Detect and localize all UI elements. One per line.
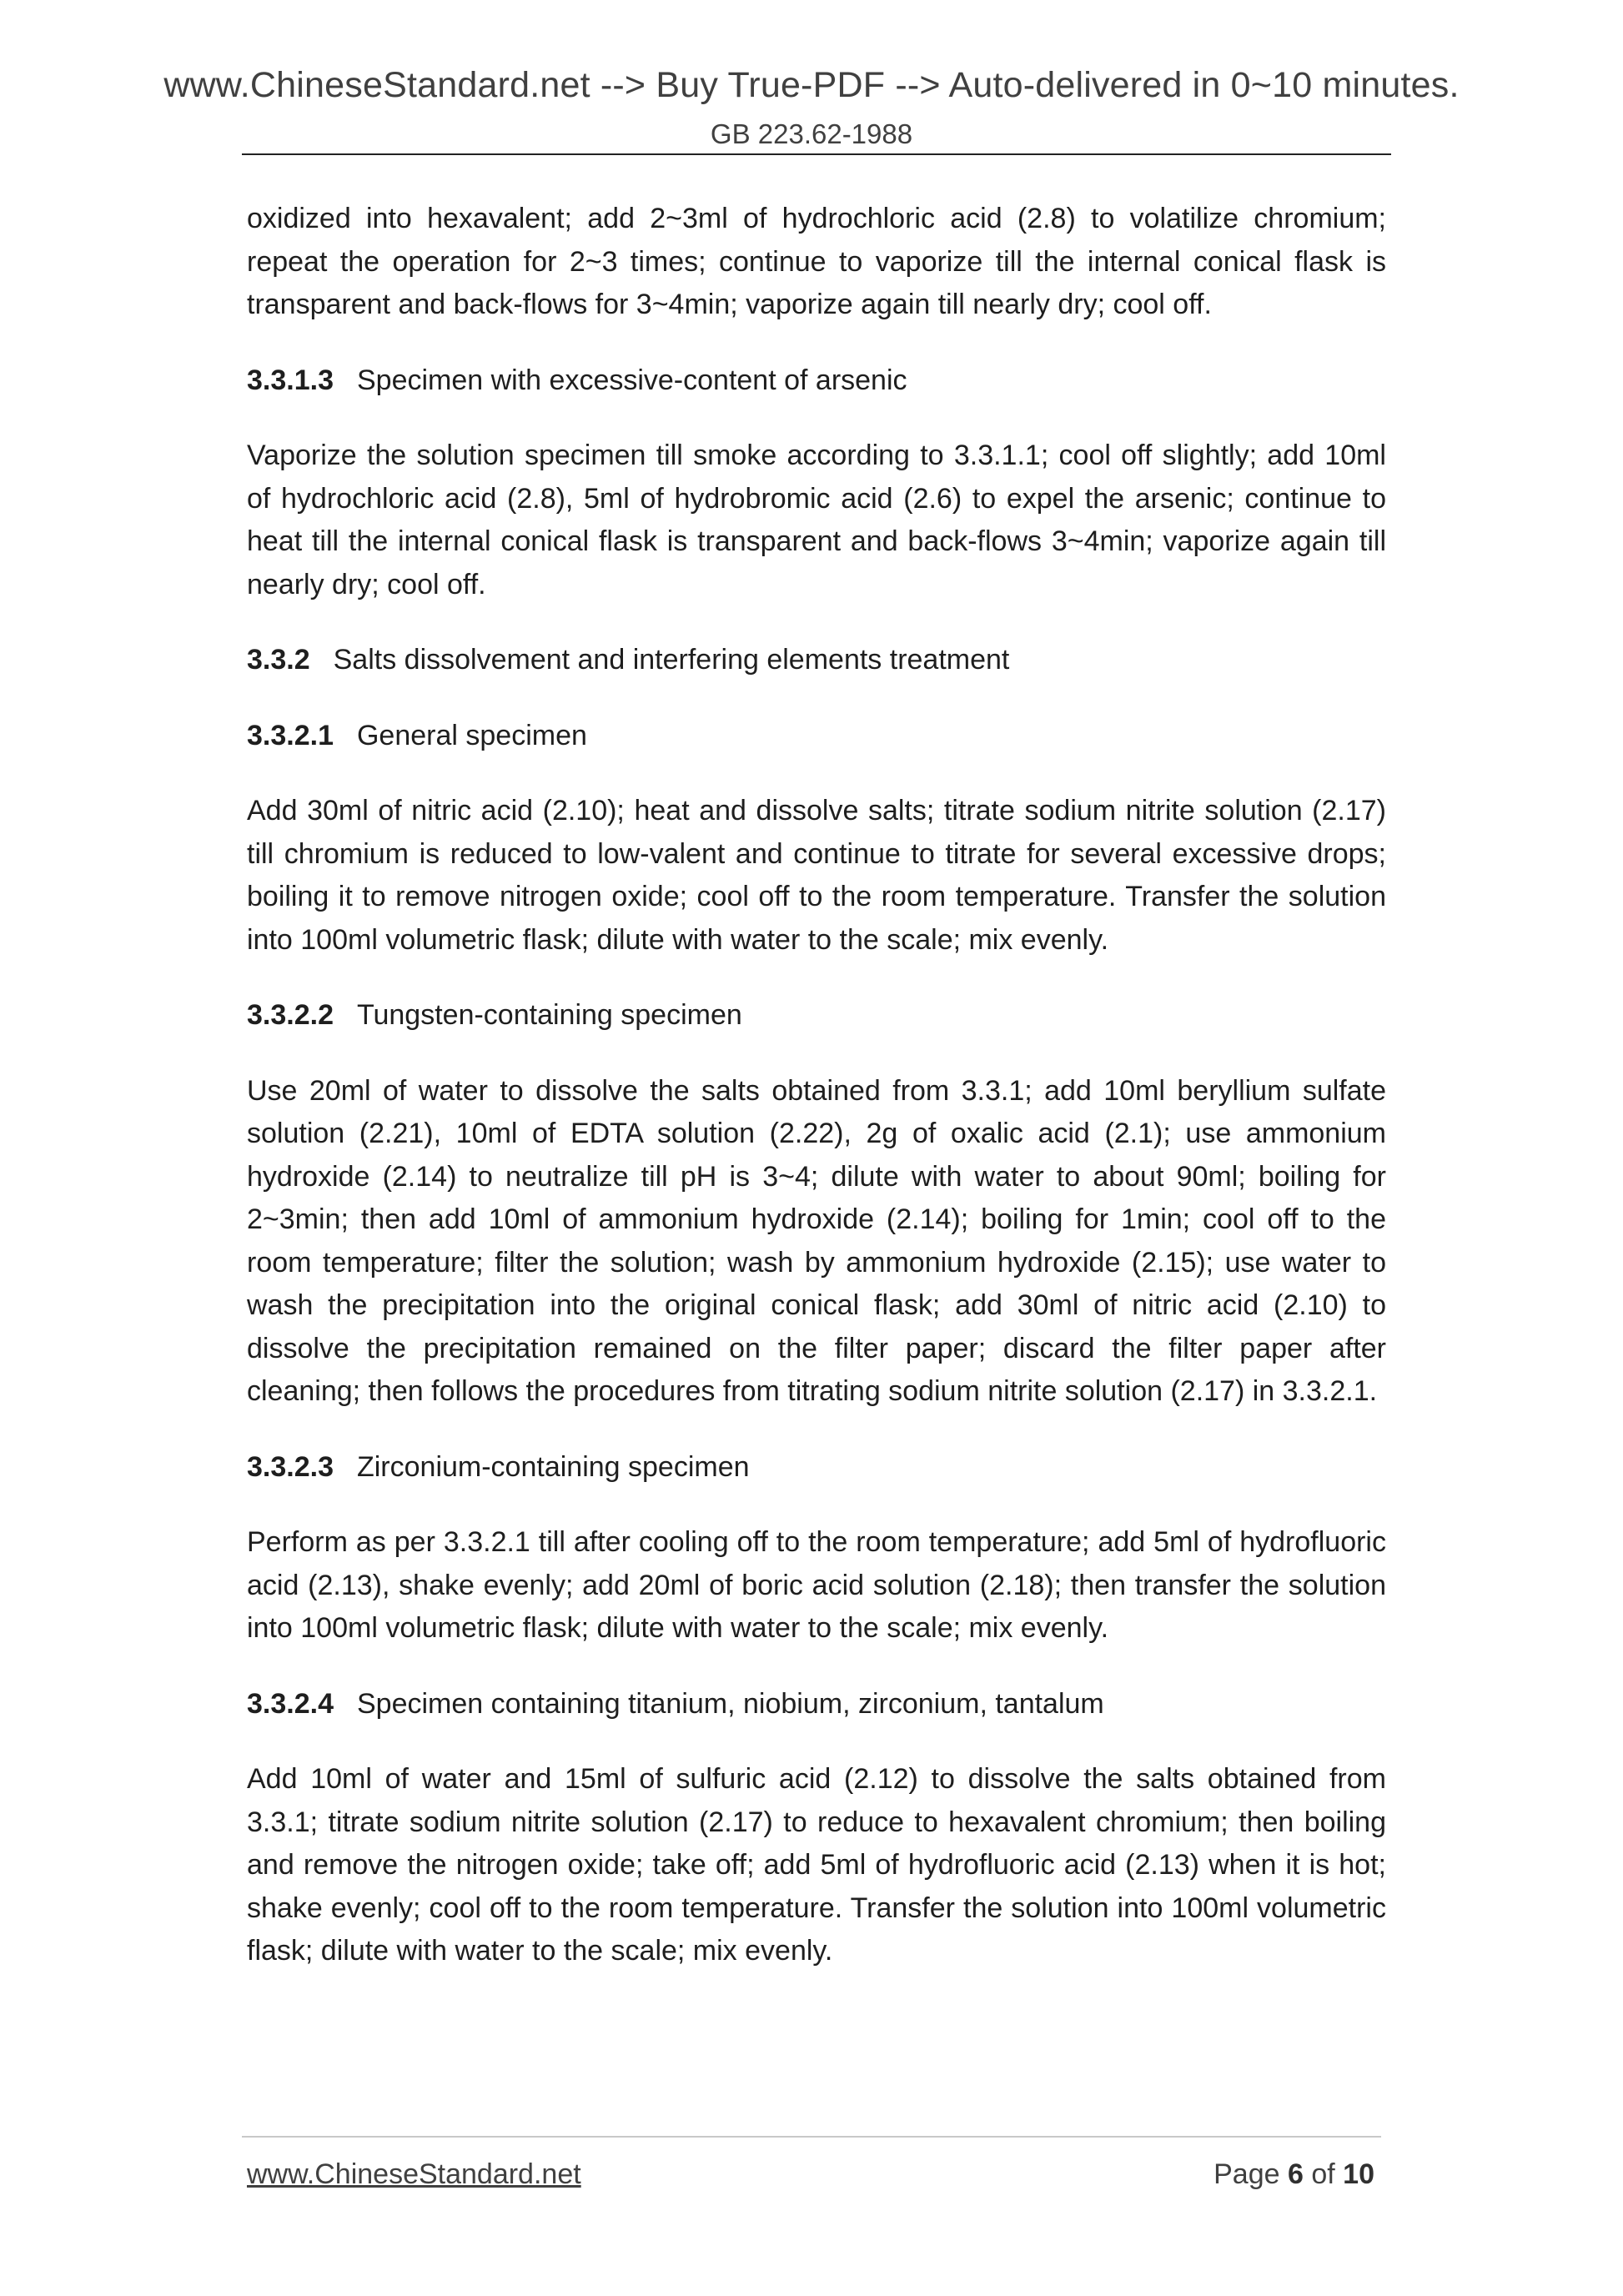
section-title: Salts dissolvement and interfering elements treatment [333,644,1010,676]
section-number: 3.3.2.1 [247,719,334,751]
paragraph: oxidized into hexavalent; add 2~3ml of hydrochloric acid (2.8) to volatilize chromium; repeat the operation for 2~3 times; continue to vaporize till the internal conical flask is transparent and back-flows for 3~4min; vaporize again till nearly dry; cool off. [247,203,1386,320]
page-indicator [1213,2158,1374,2191]
section-heading-3-3-1-3 [247,359,1386,403]
page-of-label: of [1311,2158,1335,2190]
paragraph: Use 20ml of water to dissolve the salts obtained from 3.3.1; add 10ml beryllium sulfate solution (2.21), 10ml of EDTA solution (2.22), 2g of oxalic acid (2.1); use ammonium hydroxide (2.14) to neutralize till pH is 3~4; dilute with water to about 90ml; boiling for 2~3min; then add 10ml of ammonium hydroxide (2.14); boiling for 1min; cool off to the room temperature; filter the solution; wash by ammonium hydroxide (2.15); use water to wash the precipitation into the original conical flask; add 30ml of nitric acid (2.10) to dissolve the precipitation remained on the filter paper; discard the filter paper after cleaning; then follows the procedures from titrating sodium nitrite solution (2.17) in 3.3.2.1. [247,1074,1386,1407]
paragraph: Perform as per 3.3.2.1 till after cooling off to the room temperature; add 5ml of hydrofluoric acid (2.13), shake evenly; add 20ml of boric acid solution (2.18); then transfer the solution into 100ml volumetric flask; dilute with water to the scale; mix evenly. [247,1526,1386,1644]
header-divider [242,153,1391,155]
section-title: Zirconium-containing specimen [356,1450,750,1483]
paragraph: Add 30ml of nitric acid (2.10); heat and dissolve salts; titrate sodium nitrite solution (2.17) till chromium is reduced to low-valent and continue to titrate for several excessive drops; boiling it to remove nitrogen oxide; cool off to the room temperature. Transfer the solution into 100ml volumetric flask; dilute with water to the scale; mix evenly. [247,795,1386,956]
section-number: 3.3.2 [247,644,310,676]
section-number: 3.3.1.3 [247,364,334,396]
section-heading-3-3-2 [247,639,1386,682]
header-banner: www.ChineseStandard.net --> Buy True-PDF --> Auto-delivered in 0~10 minutes. [163,65,1460,105]
footer-site-link[interactable]: www.ChineseStandard.net [247,2158,581,2190]
section-number: 3.3.2.4 [247,1687,334,1720]
page-label: Page [1213,2158,1280,2190]
section-title: Specimen with excessive-content of arsenic [356,364,907,396]
section-number: 3.3.2.2 [247,999,334,1031]
footer-divider [242,2136,1381,2138]
standard-code: GB 223.62-1988 [710,118,913,149]
section-title: Specimen containing titanium, niobium, zirconium, tantalum [356,1687,1104,1720]
section-title: Tungsten-containing specimen [356,999,742,1031]
section-heading-3-3-2-2 [247,994,1386,1037]
section-title: General specimen [356,719,587,751]
section-heading-3-3-2-3 [247,1446,1386,1490]
current-page-number: 6 [1287,2158,1304,2190]
total-pages-number: 10 [1343,2158,1374,2190]
section-heading-3-3-2-1 [247,715,1386,758]
paragraph: Add 10ml of water and 15ml of sulfuric acid (2.12) to dissolve the salts obtained from 3.3.1; titrate sodium nitrite solution (2.17) to reduce to hexavalent chromium; then boiling and remove the nitrogen oxide; take off; add 5ml of hydrofluoric acid (2.13) when it is hot; shake evenly; cool off to the room temperature. Transfer the solution into 100ml volumetric flask; dilute with water to the scale; mix evenly. [247,1763,1386,1967]
paragraph: Vaporize the solution specimen till smoke according to 3.3.1.1; cool off slightly; add 10ml of hydrochloric acid (2.8), 5ml of hydrobromic acid (2.6) to expel the arsenic; continue to heat till the internal conical flask is transparent and back-flows 3~4min; vaporize again till nearly dry; cool off. [247,440,1386,600]
section-heading-3-3-2-4 [247,1683,1386,1726]
document-body [247,198,1386,2006]
section-number: 3.3.2.3 [247,1450,334,1483]
